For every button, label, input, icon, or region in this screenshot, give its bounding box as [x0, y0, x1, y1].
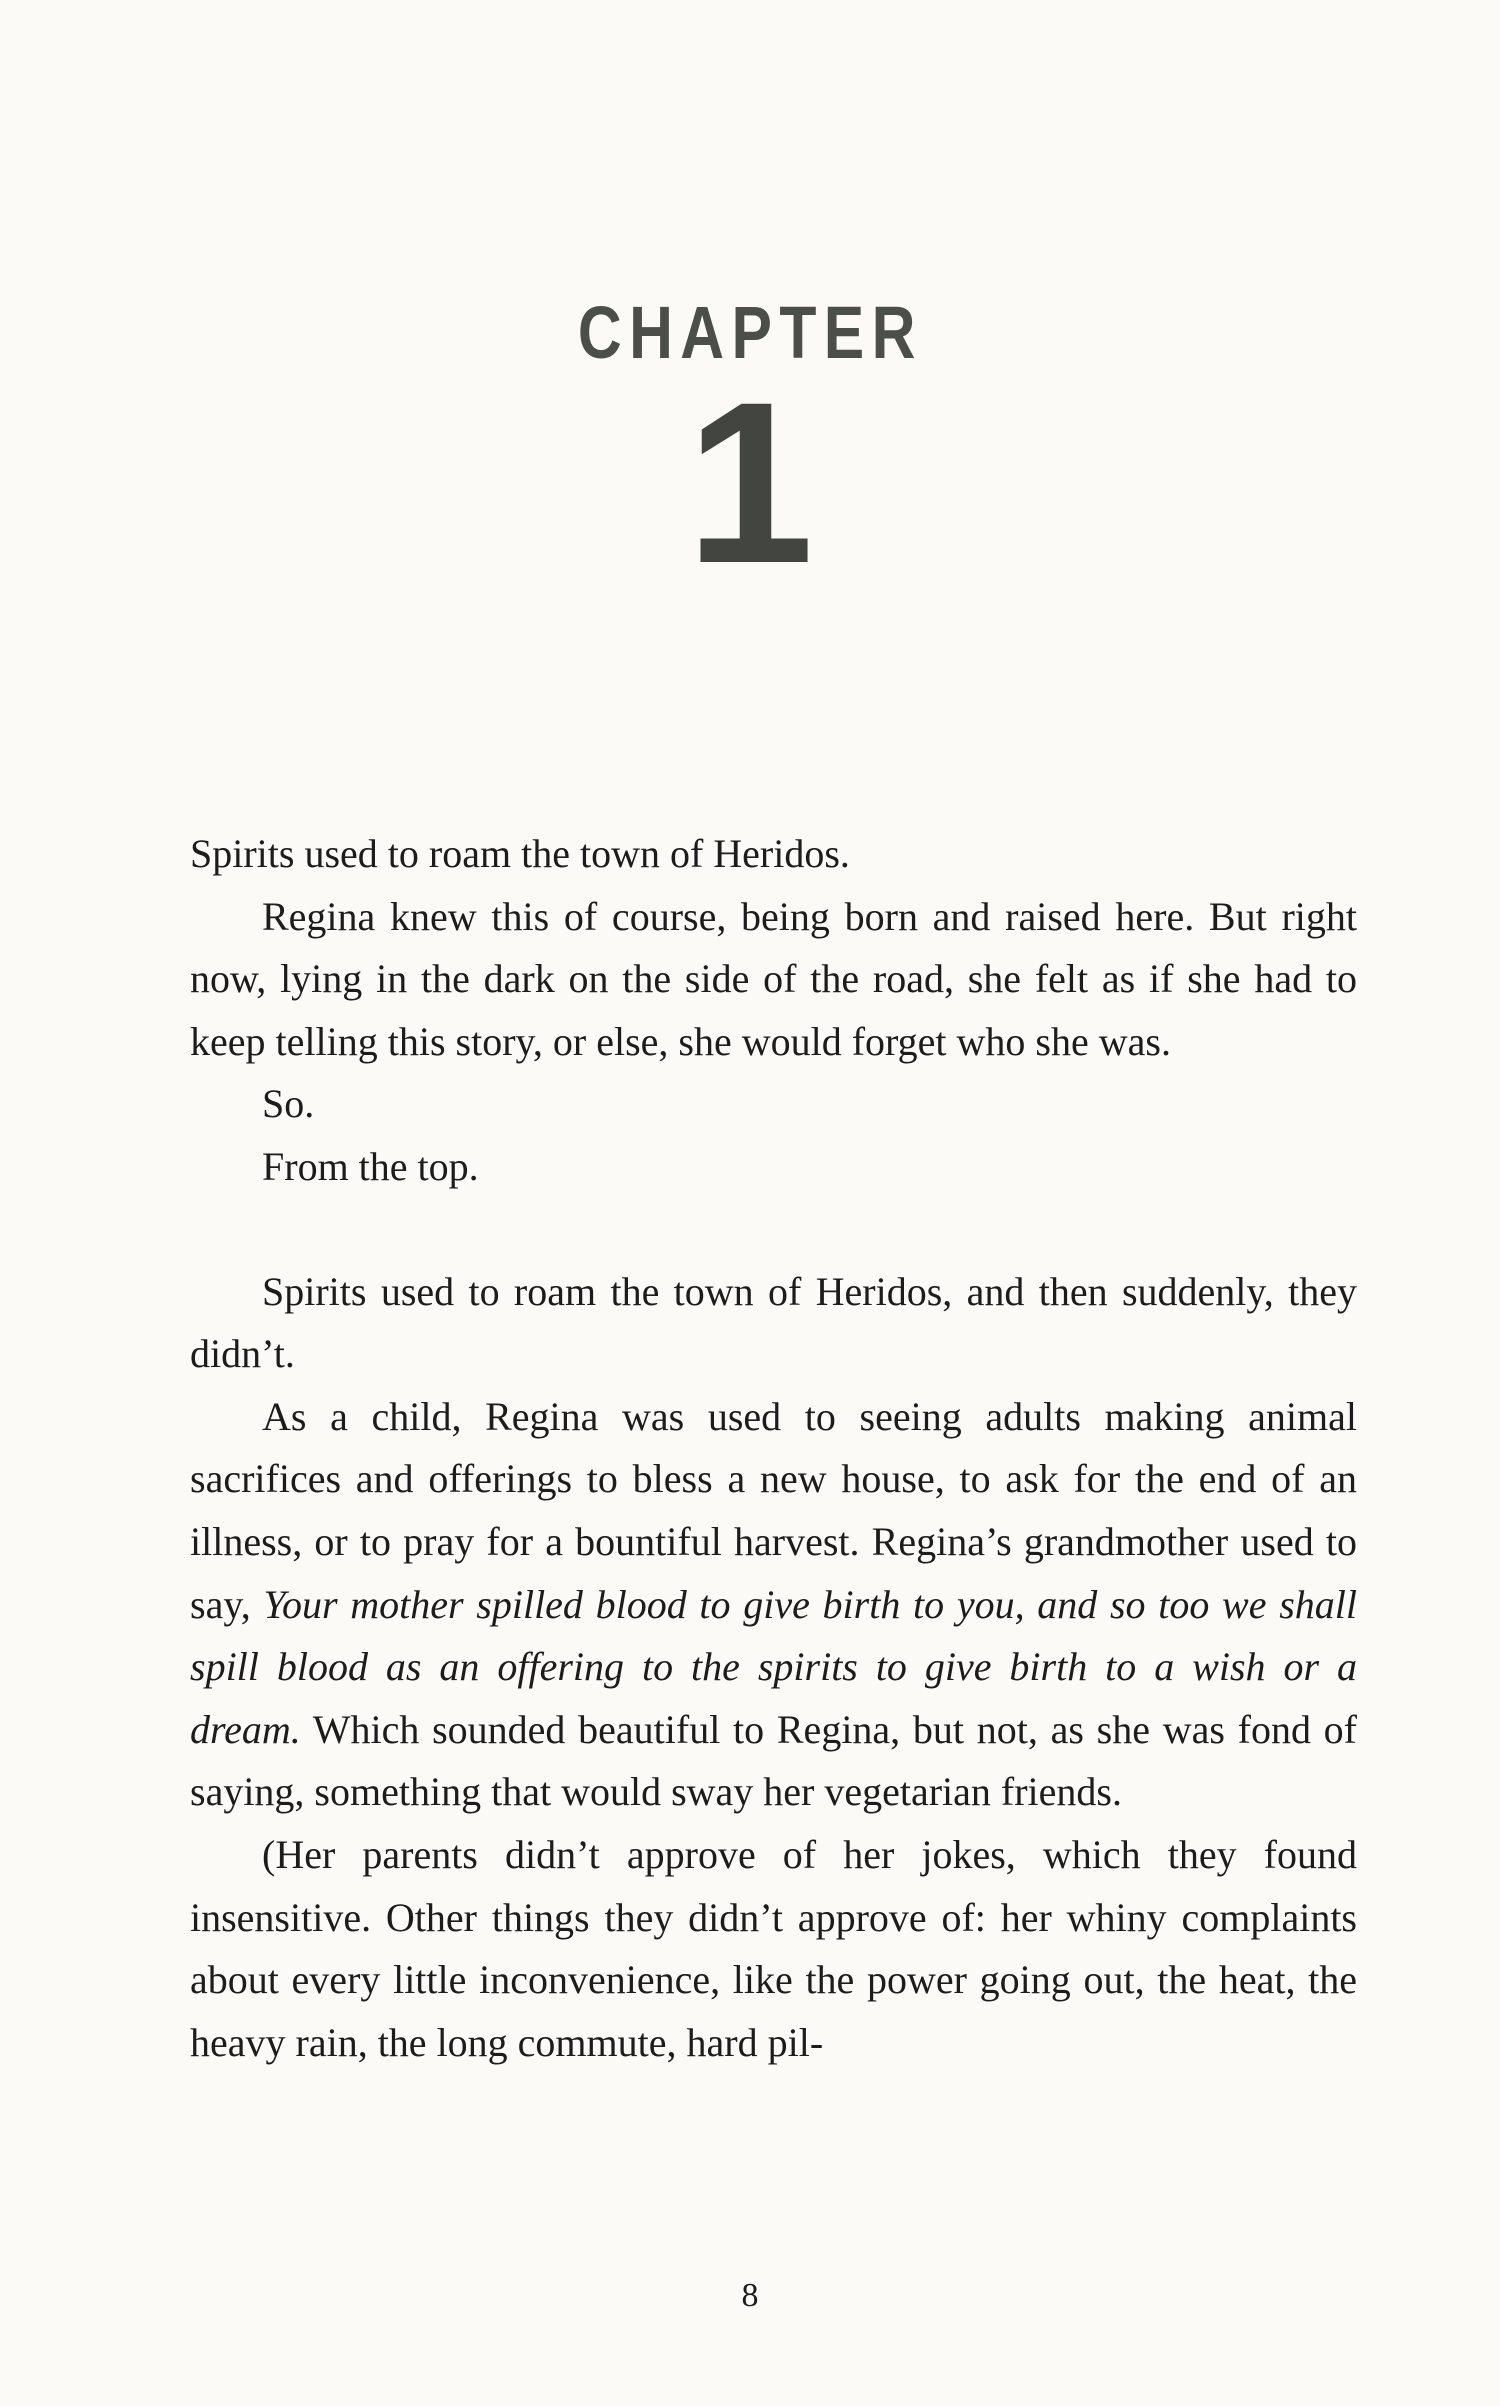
page-number: 8 — [741, 2277, 759, 2314]
grandmother-quote: Your mother spilled blood to give birth to you, and so too we shall spill blood as an offering to the spirits to give birth to a wish or a dream. — [190, 1581, 1357, 1752]
paragraph-1: Spirits used to roam the town of Heridos. — [190, 831, 850, 876]
paragraph-6 — [190, 1386, 1357, 1824]
paragraph-5: Spirits used to roam the town of Heridos, and then suddenly, they didn’t. — [190, 1268, 1357, 1377]
chapter-body — [190, 823, 1357, 2074]
paragraph-7: (Her parents didn’t approve of her jokes, which they found insensitive. Other things they didn’t approve of: her whiny complaints about every little inconvenience, like the power going out, the heat, the heavy rain, the long commute, hard pil- — [190, 1831, 1357, 2065]
paragraph-6-text-a: As a child, Regina was used to seeing adults making animal sacrifices and offerings to bless a new house, to ask for the end of an illness, or to pray for a bountiful harvest. Regina’s grandmother used to say, — [190, 1393, 1357, 1627]
paragraph-6-text-b: Which sounded beautiful to Regina, but not, as she was fond of saying, something that would sway her vegetarian friends. — [190, 1706, 1357, 1815]
chapter-number: 1 — [686, 354, 814, 611]
paragraph-3: So. — [262, 1081, 315, 1127]
paragraph-4: From the top. — [262, 1143, 479, 1189]
chapter-label: CHAPTER — [577, 291, 923, 374]
paragraph-2: Regina knew this of course, being born and raised here. But right now, lying in the dark on the side of the road, she felt as if she had to keep telling this story, or else, she would forget who she was. — [190, 893, 1357, 1064]
